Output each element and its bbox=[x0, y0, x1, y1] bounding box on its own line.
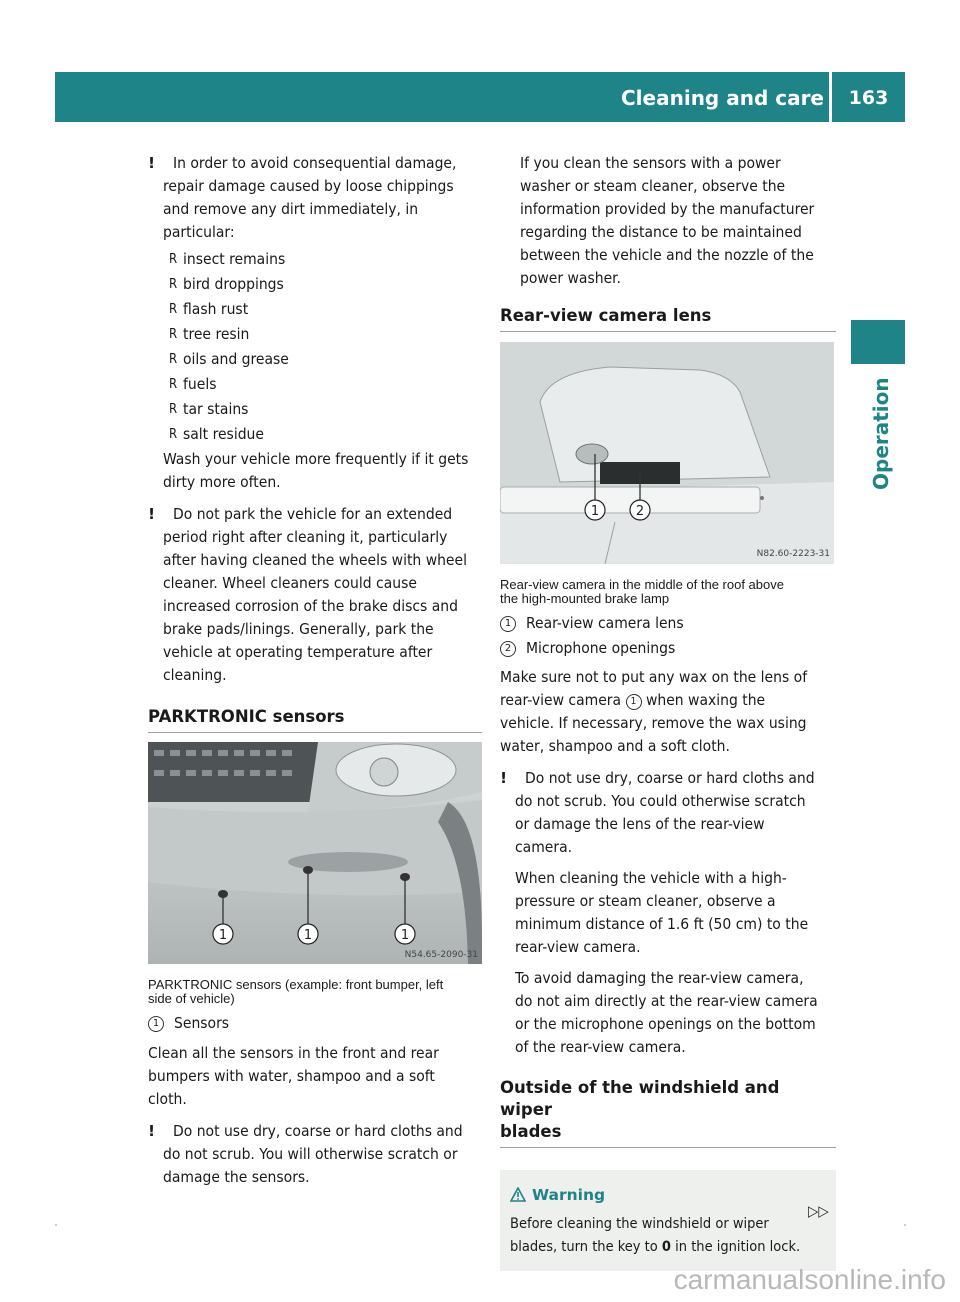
callout-number: 1 bbox=[500, 616, 516, 632]
legend-item-camera-lens bbox=[500, 612, 836, 635]
list-item: R insect remains bbox=[163, 248, 482, 271]
text-line: cloth. bbox=[148, 1090, 187, 1108]
text-line: To avoid damaging the rear-view camera, bbox=[515, 969, 804, 987]
warning-box bbox=[500, 1170, 836, 1271]
note-line: do not scrub. You could otherwise scratch bbox=[515, 792, 806, 810]
text-line: water, shampoo and a soft cloth. bbox=[500, 737, 730, 755]
legend-item-sensors bbox=[148, 1012, 482, 1035]
note-line: increased corrosion of the brake discs and bbox=[163, 597, 458, 615]
legend-label: Microphone openings bbox=[526, 639, 676, 657]
text-fragment: rear-view camera bbox=[500, 691, 622, 709]
notice-icon: ! bbox=[500, 769, 508, 787]
text-line: If you clean the sensors with a power bbox=[520, 154, 781, 172]
text-line: Clean all the sensors in the front and rear bbox=[148, 1044, 439, 1062]
note-line: repair damage caused by loose chippings bbox=[163, 177, 454, 195]
svg-text:2: 2 bbox=[635, 504, 645, 519]
text-line: minimum distance of 1.6 ft (50 cm) to the bbox=[515, 915, 809, 933]
note-line: Do not use dry, coarse or hard cloths and bbox=[173, 1122, 463, 1140]
section-title: Cleaning and care bbox=[621, 86, 824, 110]
note-line: or damage the lens of the rear-view bbox=[515, 815, 765, 833]
text-line: do not aim directly at the rear-view camera bbox=[515, 992, 818, 1010]
text-line: or the microphone openings on the bottom bbox=[515, 1015, 816, 1033]
right-column bbox=[500, 152, 836, 1271]
text-line: information provided by the manufacturer bbox=[520, 200, 815, 218]
note-line: In order to avoid consequential damage, bbox=[173, 154, 457, 172]
caption-line: Rear-view camera in the middle of the roof above bbox=[500, 577, 784, 592]
list-item: R oils and grease bbox=[163, 348, 482, 371]
list-item: R salt residue bbox=[163, 423, 482, 446]
list-item: R bird droppings bbox=[163, 273, 482, 296]
text-line: Make sure not to put any wax on the lens of bbox=[500, 668, 808, 686]
wax-text bbox=[500, 666, 836, 758]
crop-mark bbox=[55, 1224, 57, 1226]
text-line: vehicle. If necessary, remove the wax using bbox=[500, 714, 807, 732]
windshield-heading bbox=[500, 1077, 836, 1148]
sensor-cleaning-text bbox=[148, 1042, 482, 1111]
rear-view-camera-image bbox=[500, 342, 834, 564]
heading-line: Outside of the windshield and wiper bbox=[500, 1078, 780, 1119]
text-line: rear-view camera. bbox=[515, 938, 641, 956]
note-line: vehicle at operating temperature after bbox=[163, 643, 433, 661]
text-fragment: blades, turn the key to bbox=[510, 1239, 658, 1255]
avoid-text bbox=[515, 967, 836, 1059]
note-line: particular: bbox=[163, 223, 235, 241]
wash-text: Wash your vehicle more frequently if it gets bbox=[163, 450, 469, 468]
left-column bbox=[148, 152, 482, 1189]
legend-label: Rear-view camera lens bbox=[526, 614, 684, 632]
sensor-scratch-note bbox=[148, 1120, 482, 1189]
text-line: When cleaning the vehicle with a high- bbox=[515, 869, 787, 887]
note-line: Do not use dry, coarse or hard cloths and bbox=[525, 769, 815, 787]
side-tab-marker bbox=[851, 320, 905, 364]
parktronic-heading: PARKTRONIC sensors bbox=[148, 705, 482, 733]
warning-text bbox=[510, 1236, 826, 1259]
notice-icon: ! bbox=[148, 505, 156, 523]
damage-note bbox=[148, 152, 482, 494]
svg-text:1: 1 bbox=[303, 928, 313, 943]
image-code: N54.65-2090-31 bbox=[404, 950, 478, 960]
text-fragment: when waxing the bbox=[645, 691, 766, 709]
wash-text: dirty more often. bbox=[163, 473, 281, 491]
steam-text bbox=[515, 867, 836, 959]
list-item: R tree resin bbox=[163, 323, 482, 346]
notice-icon: ! bbox=[148, 154, 156, 172]
text-line: between the vehicle and the nozzle of the bbox=[520, 246, 814, 264]
callout-number: 1 bbox=[626, 694, 642, 710]
note-line: brake pads/linings. Generally, park the bbox=[163, 620, 434, 638]
page-number: 163 bbox=[848, 87, 889, 109]
warning-header bbox=[510, 1184, 826, 1207]
text-line: pressure or steam cleaner, observe a bbox=[515, 892, 776, 910]
caption-line: side of vehicle) bbox=[148, 991, 235, 1006]
bumper-caption bbox=[148, 978, 482, 1006]
callout-number: 1 bbox=[148, 1016, 164, 1032]
camera-caption bbox=[500, 578, 836, 606]
heading-line: blades bbox=[500, 1122, 562, 1141]
side-chapter-label: Operation bbox=[869, 377, 893, 490]
note-line: after having cleaned the wheels with wheel bbox=[163, 551, 467, 569]
power-washer-text bbox=[500, 152, 836, 290]
svg-text:1: 1 bbox=[218, 928, 228, 943]
crop-mark bbox=[904, 1224, 906, 1226]
note-line: and remove any dirt immediately, in bbox=[163, 200, 419, 218]
continue-arrows-icon: ▷▷ bbox=[808, 1202, 829, 1220]
svg-text:1: 1 bbox=[590, 504, 600, 519]
list-item: R fuels bbox=[163, 373, 482, 396]
dirt-list bbox=[163, 248, 482, 446]
image-code: N82.60-2223-31 bbox=[756, 549, 830, 559]
note-line: camera. bbox=[515, 838, 573, 856]
notice-icon: ! bbox=[148, 1122, 156, 1140]
note-line: Do not park the vehicle for an extended bbox=[173, 505, 453, 523]
note-line: period right after cleaning it, particularly bbox=[163, 528, 448, 546]
warning-title: Warning bbox=[532, 1186, 606, 1204]
warning-text: Before cleaning the windshield or wiper bbox=[510, 1216, 769, 1232]
ignition-key-position: 0 bbox=[661, 1239, 671, 1255]
text-line: power washer. bbox=[520, 269, 621, 287]
callout-number: 2 bbox=[500, 641, 516, 657]
caption-line: PARKTRONIC sensors (example: front bumper, left bbox=[148, 977, 444, 992]
parktronic-bumper-image bbox=[148, 742, 482, 964]
text-line: of the rear-view camera. bbox=[515, 1038, 686, 1056]
note-line: damage the sensors. bbox=[163, 1168, 310, 1186]
legend-label: Sensors bbox=[174, 1014, 230, 1032]
text-line bbox=[500, 689, 836, 712]
list-item: R flash rust bbox=[163, 298, 482, 321]
note-line: cleaner. Wheel cleaners could cause bbox=[163, 574, 417, 592]
camera-scratch-note bbox=[500, 767, 836, 1059]
text-fragment: in the ignition lock. bbox=[675, 1239, 801, 1255]
text-line: washer or steam cleaner, observe the bbox=[520, 177, 786, 195]
warning-triangle-icon bbox=[510, 1187, 526, 1202]
text-line: regarding the distance to be maintained bbox=[520, 223, 802, 241]
svg-text:1: 1 bbox=[400, 928, 410, 943]
parking-note bbox=[148, 503, 482, 687]
note-line: cleaning. bbox=[163, 666, 227, 684]
caption-line: the high-mounted brake lamp bbox=[500, 591, 670, 606]
note-line: do not scrub. You will otherwise scratch or bbox=[163, 1145, 458, 1163]
list-item: R tar stains bbox=[163, 398, 482, 421]
watermark: carmanualsonline.info bbox=[673, 1264, 946, 1295]
camera-heading: Rear-view camera lens bbox=[500, 304, 836, 332]
legend-item-microphone bbox=[500, 637, 836, 660]
text-line: bumpers with water, shampoo and a soft bbox=[148, 1067, 435, 1085]
